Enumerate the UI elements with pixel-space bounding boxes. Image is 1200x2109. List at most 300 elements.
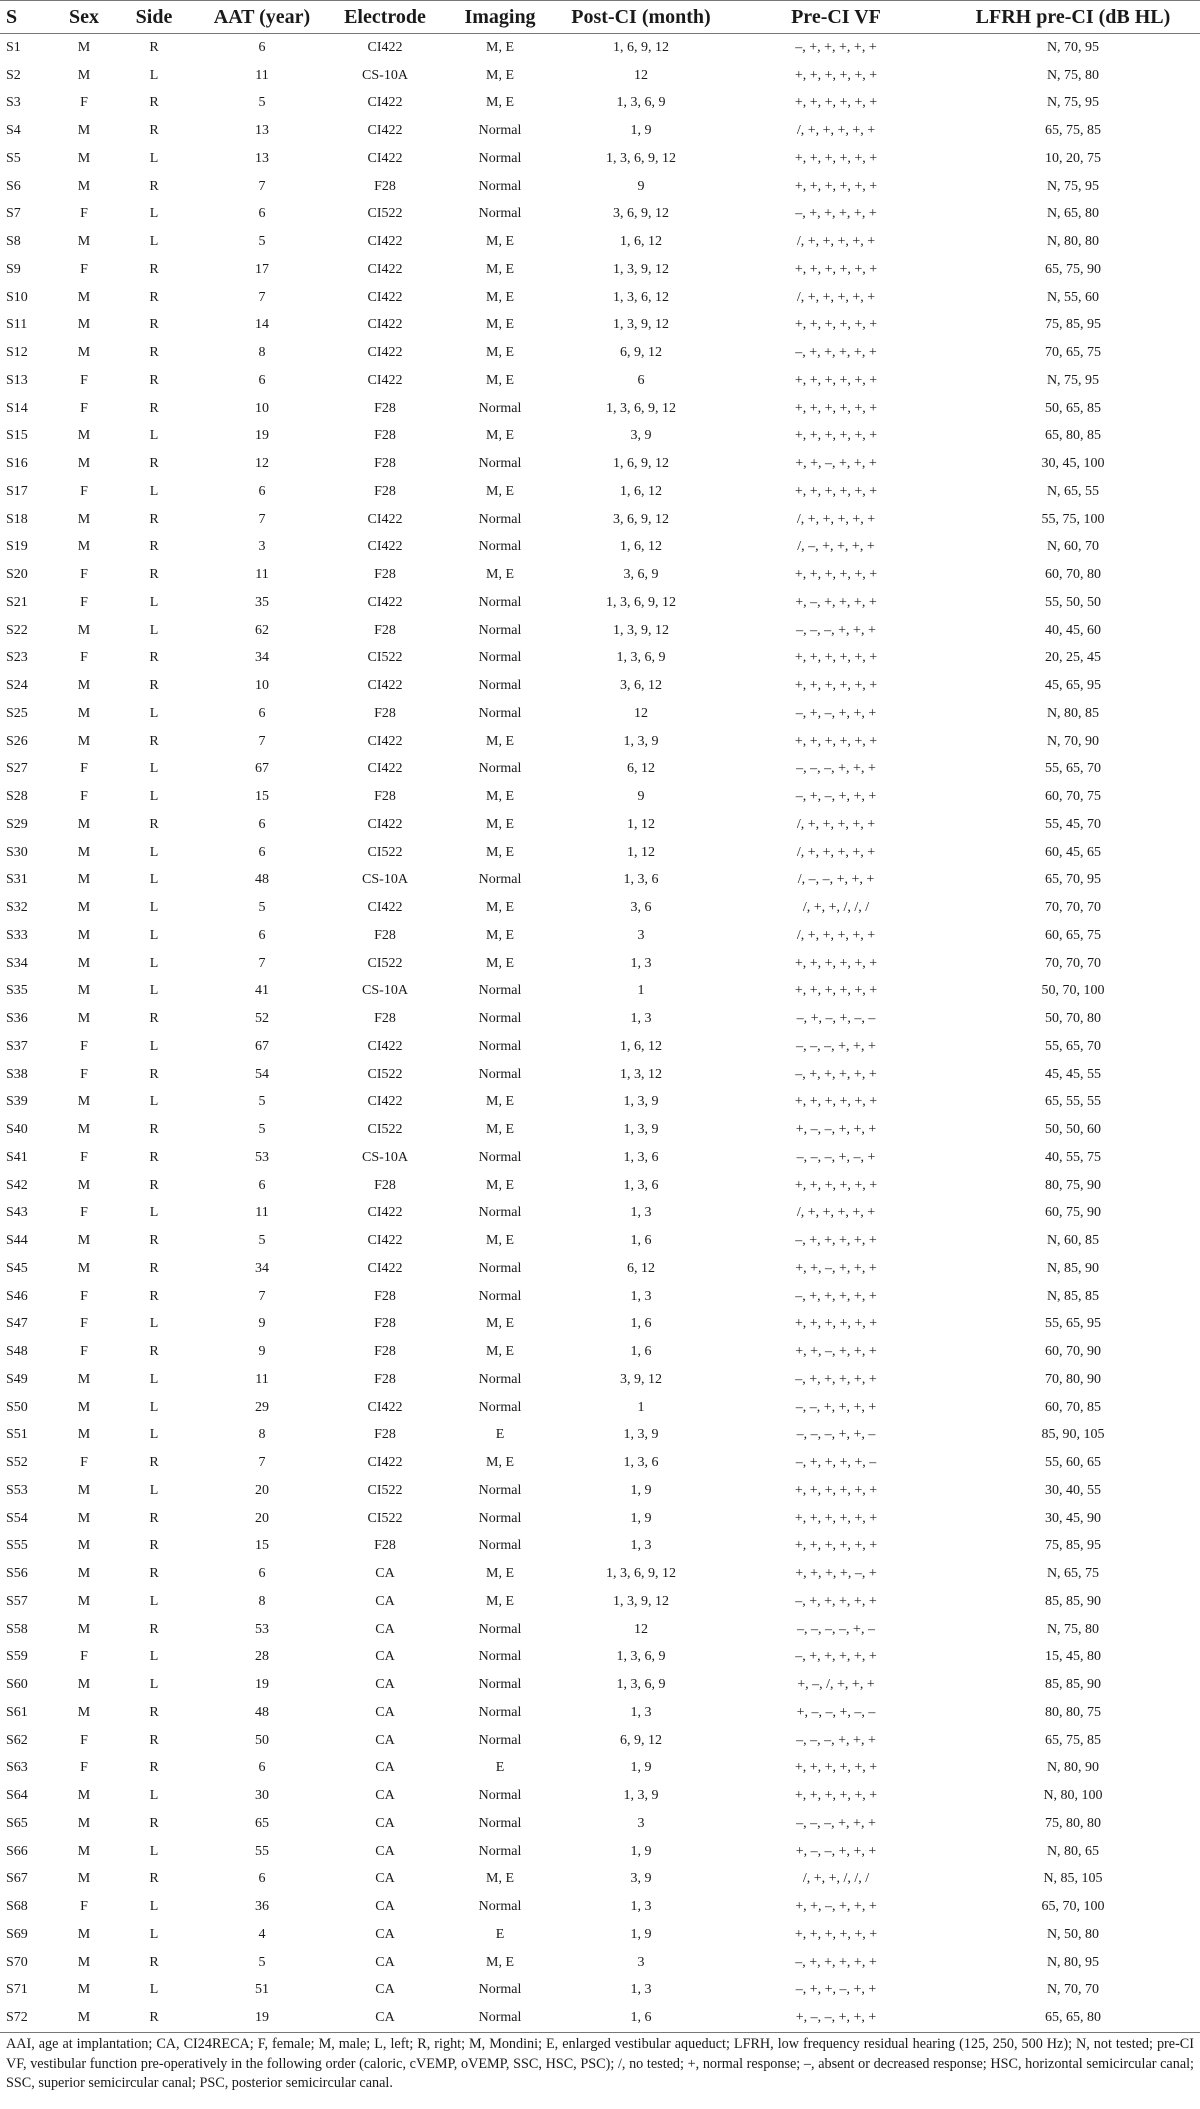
cell-imaging: Normal: [478, 1371, 522, 1387]
cell-sex: M: [77, 1399, 91, 1415]
table-row: [0, 478, 1200, 506]
cell-post-ci: 1, 3, 6, 9: [616, 95, 666, 111]
cell-post-ci: 1, 3: [630, 1288, 652, 1304]
cell-pre-ci-vf: +, +, +, +, +, +: [794, 1177, 878, 1193]
cell-s: S35: [6, 983, 28, 999]
header-pre-ci-vf: Pre-CI VF: [726, 1, 946, 34]
cell-pre-ci-vf: /, +, +, +, +, +: [796, 234, 876, 250]
cell-post-ci: 1, 3, 6, 9: [616, 1677, 666, 1693]
cell-lfrh: 65, 75, 85: [1045, 123, 1101, 139]
cell-electrode: F28: [374, 705, 396, 721]
cell-electrode: CI422: [367, 150, 403, 166]
cell-post-ci: 3, 6: [630, 900, 652, 916]
cell-side: R: [149, 1288, 159, 1304]
table-row: [0, 534, 1200, 562]
cell-side: R: [149, 1344, 159, 1360]
cell-s: S42: [6, 1177, 28, 1193]
cell-imaging: M, E: [486, 317, 514, 333]
cell-side: R: [149, 511, 159, 527]
cell-electrode: CI422: [367, 95, 403, 111]
cell-aat: 6: [258, 844, 266, 860]
cell-aat: 5: [258, 1954, 266, 1970]
cell-lfrh: 55, 75, 100: [1041, 511, 1105, 527]
table-row: [0, 1061, 1200, 1089]
cell-electrode: CI422: [367, 289, 403, 305]
cell-side: R: [149, 816, 159, 832]
cell-lfrh: 85, 85, 90: [1045, 1593, 1101, 1609]
cell-aat: 7: [258, 1455, 266, 1471]
cell-pre-ci-vf: /, +, +, +, +, +: [796, 1205, 876, 1221]
table-row: [0, 1644, 1200, 1672]
cell-side: L: [149, 844, 159, 860]
table-row: [0, 1533, 1200, 1561]
cell-pre-ci-vf: +, +, +, +, –, +: [795, 1566, 877, 1582]
cell-electrode: CS-10A: [362, 983, 408, 999]
cell-lfrh: 85, 90, 105: [1041, 1427, 1105, 1443]
cell-lfrh: N, 75, 95: [1046, 372, 1100, 388]
cell-post-ci: 1, 9: [630, 1482, 652, 1498]
cell-aat: 29: [255, 1399, 269, 1415]
cell-imaging: M, E: [486, 289, 514, 305]
table-row: [0, 1172, 1200, 1200]
cell-s: S67: [6, 1871, 28, 1887]
cell-pre-ci-vf: +, +, +, +, +, +: [794, 983, 878, 999]
cell-imaging: M, E: [486, 1566, 514, 1582]
cell-pre-ci-vf: –, +, +, +, +, +: [795, 1593, 877, 1609]
cell-sex: M: [77, 1011, 91, 1027]
cell-side: R: [149, 1815, 159, 1831]
cell-aat: 9: [258, 1316, 266, 1332]
cell-s: S55: [6, 1538, 28, 1554]
cell-electrode: F28: [374, 927, 396, 943]
header-aat: AAT (year): [198, 1, 326, 34]
table-row: [0, 1782, 1200, 1810]
cell-post-ci: 12: [634, 1621, 648, 1637]
cell-s: S61: [6, 1704, 28, 1720]
table-row: [0, 1560, 1200, 1588]
cell-electrode: CA: [375, 1704, 395, 1720]
cell-imaging: M, E: [486, 1122, 514, 1138]
cell-sex: M: [77, 733, 91, 749]
cell-s: S36: [6, 1011, 28, 1027]
cell-sex: M: [77, 234, 91, 250]
cell-lfrh: 55, 60, 65: [1045, 1455, 1101, 1471]
cell-imaging: Normal: [478, 1260, 522, 1276]
cell-post-ci: 3, 6, 9, 12: [613, 206, 669, 222]
cell-electrode: CA: [326, 2004, 444, 2032]
cell-post-ci: 9: [637, 789, 645, 805]
cell-electrode: F28: [374, 567, 396, 583]
cell-post-ci: 1, 3: [630, 955, 652, 971]
cell-aat: 54: [255, 1066, 269, 1082]
cell-aat: 9: [258, 1344, 266, 1360]
cell-pre-ci-vf: –, +, +, –, +, +: [795, 1982, 877, 1998]
cell-s: S64: [6, 1788, 28, 1804]
cell-pre-ci-vf: /, –, +, +, +, +: [797, 539, 875, 555]
cell-aat: 19: [255, 1677, 269, 1693]
cell-electrode: CA: [375, 1677, 395, 1693]
cell-pre-ci-vf: –, +, –, +, +, +: [795, 789, 877, 805]
cell-lfrh: 65, 70, 95: [1045, 872, 1101, 888]
cell-side: R: [149, 1732, 159, 1748]
cell-imaging: M, E: [486, 1344, 514, 1360]
cell-post-ci: 1, 3, 6, 9, 12: [606, 400, 676, 416]
cell-s: S32: [6, 900, 28, 916]
cell-sex: F: [80, 1760, 88, 1776]
cell-sex: M: [77, 678, 91, 694]
cell-pre-ci-vf: –, –, –, +, +, +: [796, 622, 876, 638]
cell-side: L: [149, 150, 159, 166]
table-row: [0, 1810, 1200, 1838]
cell-aat: 5: [258, 234, 266, 250]
cell-electrode: CI422: [367, 1094, 403, 1110]
cell-electrode: F28: [374, 1177, 396, 1193]
cell-lfrh: 55, 65, 70: [1045, 1038, 1101, 1054]
cell-sex: F: [80, 206, 88, 222]
cell-sex: F: [80, 650, 88, 666]
cell-imaging: Normal: [478, 761, 522, 777]
cell-side: R: [149, 1871, 159, 1887]
cell-imaging: M, E: [486, 733, 514, 749]
cell-lfrh: 75, 80, 80: [1045, 1815, 1101, 1831]
cell-electrode: F28: [374, 483, 396, 499]
cell-s: S12: [6, 345, 28, 361]
cell-imaging: Normal: [478, 872, 522, 888]
cell-post-ci: 3, 9: [630, 1871, 652, 1887]
cell-aat: 13: [255, 123, 269, 139]
cell-lfrh: N, 65, 75: [1046, 1566, 1100, 1582]
cell-pre-ci-vf: –, –, –, +, –, +: [796, 1149, 876, 1165]
cell-post-ci: 3, 6, 9, 12: [613, 511, 669, 527]
cell-aat: 7: [258, 733, 266, 749]
table-row: [0, 450, 1200, 478]
cell-aat: 6: [258, 483, 266, 499]
cell-imaging: M, E: [486, 816, 514, 832]
table-row: [0, 1616, 1200, 1644]
cell-s: S13: [6, 372, 28, 388]
cell-imaging: Normal: [478, 1732, 522, 1748]
cell-pre-ci-vf: –, –, –, +, +, +: [796, 1732, 876, 1748]
cell-electrode: CI422: [367, 1260, 403, 1276]
cell-imaging: M, E: [486, 345, 514, 361]
cell-sex: M: [77, 178, 91, 194]
cell-s: S15: [6, 428, 28, 444]
cell-imaging: M, E: [486, 1177, 514, 1193]
cell-electrode: CA: [375, 1621, 395, 1637]
cell-electrode: CI522: [367, 844, 403, 860]
cell-sex: F: [80, 1316, 88, 1332]
cell-s: S2: [6, 67, 21, 83]
cell-aat: 6: [258, 39, 266, 55]
cell-electrode: CI422: [367, 678, 403, 694]
cell-electrode: F28: [374, 789, 396, 805]
table-row: [0, 145, 1200, 173]
cell-lfrh: N, 80, 100: [1043, 1788, 1103, 1804]
table-row: [0, 423, 1200, 451]
cell-sex: F: [80, 1649, 88, 1665]
cell-lfrh: 75, 85, 95: [1045, 317, 1101, 333]
cell-lfrh: 60, 70, 75: [1045, 789, 1101, 805]
cell-imaging: E: [495, 1926, 505, 1942]
cell-aat: 20: [255, 1510, 269, 1526]
cell-aat: 4: [258, 1926, 266, 1942]
cell-side: R: [149, 289, 159, 305]
cell-lfrh: N, 70, 95: [1046, 39, 1100, 55]
cell-electrode: F28: [374, 1288, 396, 1304]
cell-lfrh: N, 75, 95: [1046, 95, 1100, 111]
cell-post-ci: 3, 6, 9: [623, 567, 659, 583]
cell-post-ci: 1, 3, 6: [623, 1455, 659, 1471]
cell-electrode: CA: [375, 1566, 395, 1582]
cell-lfrh: 80, 75, 90: [1045, 1177, 1101, 1193]
cell-imaging: M, E: [486, 927, 514, 943]
header-side: Side: [110, 1, 198, 34]
cell-side: R: [149, 567, 159, 583]
table-row: [0, 589, 1200, 617]
cell-post-ci: 1, 3: [630, 1205, 652, 1221]
cell-imaging: E: [495, 1427, 505, 1443]
cell-side: L: [149, 955, 159, 971]
cell-lfrh: 75, 85, 95: [1045, 1538, 1101, 1554]
cell-aat: 20: [255, 1482, 269, 1498]
cell-aat: 10: [255, 400, 269, 416]
cell-side: R: [149, 1455, 159, 1471]
cell-electrode: CI422: [367, 345, 403, 361]
cell-side: L: [149, 900, 159, 916]
table-row: [0, 950, 1200, 978]
cell-post-ci: 1, 3, 9, 12: [613, 317, 669, 333]
cell-aat: 7: [258, 955, 266, 971]
cell-side: L: [149, 1926, 159, 1942]
cell-sex: F: [80, 1149, 88, 1165]
cell-s: S19: [6, 539, 28, 555]
cell-electrode: F28: [374, 1427, 396, 1443]
cell-pre-ci-vf: /, +, +, +, +, +: [796, 123, 876, 139]
cell-sex: M: [77, 1233, 91, 1249]
cell-pre-ci-vf: +, +, +, +, +, +: [794, 678, 878, 694]
cell-aat: 41: [255, 983, 269, 999]
cell-aat: 5: [258, 900, 266, 916]
cell-sex: M: [77, 1954, 91, 1970]
cell-side: R: [149, 1566, 159, 1582]
cell-pre-ci-vf: –, +, +, +, +, +: [795, 39, 877, 55]
cell-sex: M: [77, 1122, 91, 1138]
cell-sex: M: [77, 1566, 91, 1582]
table-row: [0, 1116, 1200, 1144]
cell-side: L: [149, 789, 159, 805]
cell-aat: 7: [258, 178, 266, 194]
cell-pre-ci-vf: +, +, +, +, +, +: [794, 1510, 878, 1526]
cell-aat: 14: [255, 317, 269, 333]
cell-lfrh: 60, 70, 80: [1045, 567, 1101, 583]
cell-sex: M: [77, 1815, 91, 1831]
cell-lfrh: 55, 65, 70: [1045, 761, 1101, 777]
cell-side: R: [149, 456, 159, 472]
table-row: [0, 922, 1200, 950]
cell-lfrh: N, 65, 55: [1046, 483, 1100, 499]
cell-pre-ci-vf: +, +, +, +, +, +: [794, 67, 878, 83]
cell-imaging: M, E: [486, 1954, 514, 1970]
cell-s: S11: [6, 317, 28, 333]
cell-sex: M: [77, 844, 91, 860]
cell-lfrh: 10, 20, 75: [1045, 150, 1101, 166]
cell-post-ci: 1, 6, 12: [620, 1038, 662, 1054]
cell-aat: 8: [258, 1593, 266, 1609]
cell-post-ci: 1: [637, 1399, 645, 1415]
cell-sex: F: [80, 483, 88, 499]
cell-side: R: [149, 539, 159, 555]
table-row: [0, 617, 1200, 645]
cell-electrode: CA: [375, 1649, 395, 1665]
cell-pre-ci-vf: +, +, +, +, +, +: [794, 178, 878, 194]
cell-pre-ci-vf: +, +, +, +, +, +: [794, 1926, 878, 1942]
header-row: [0, 1, 1200, 34]
cell-lfrh: 70, 80, 90: [1045, 1371, 1101, 1387]
cell-aat: 36: [255, 1899, 269, 1915]
cell-s: S22: [6, 622, 28, 638]
cell-s: S41: [6, 1149, 28, 1165]
cell-side: L: [149, 872, 159, 888]
cell-lfrh: 65, 75, 90: [1045, 261, 1101, 277]
cell-lfrh: 30, 40, 55: [1045, 1482, 1101, 1498]
cell-electrode: CI422: [367, 1399, 403, 1415]
cell-aat: 28: [255, 1649, 269, 1665]
cell-electrode: CA: [375, 1732, 395, 1748]
table-row: [0, 395, 1200, 423]
cell-lfrh: 65, 70, 100: [1041, 1899, 1105, 1915]
cell-electrode: CA: [375, 1593, 395, 1609]
cell-side: R: [149, 1621, 159, 1637]
cell-aat: 35: [255, 594, 269, 610]
cell-sex: M: [77, 1982, 91, 1998]
table-row: [0, 1283, 1200, 1311]
cell-s: S43: [6, 1205, 28, 1221]
cell-post-ci: 6, 12: [627, 761, 655, 777]
cell-imaging: M, E: [486, 483, 514, 499]
cell-sex: M: [77, 1371, 91, 1387]
cell-aat: 5: [258, 1122, 266, 1138]
cell-post-ci: 1, 3, 6, 9, 12: [606, 150, 676, 166]
cell-pre-ci-vf: –, +, +, +, +, +: [795, 1371, 877, 1387]
cell-aat: 30: [255, 1788, 269, 1804]
cell-side: L: [149, 1427, 159, 1443]
cell-pre-ci-vf: +, +, +, +, +, +: [794, 317, 878, 333]
cell-imaging: Normal: [478, 1899, 522, 1915]
cell-imaging: M, E: [486, 844, 514, 860]
cell-sex: M: [77, 511, 91, 527]
cell-lfrh: 60, 45, 65: [1045, 844, 1101, 860]
cell-side: L: [149, 428, 159, 444]
cell-aat: 6: [258, 206, 266, 222]
cell-s: S70: [6, 1954, 28, 1970]
cell-aat: 51: [255, 1982, 269, 1998]
cell-sex: F: [80, 761, 88, 777]
cell-sex: M: [77, 1788, 91, 1804]
cell-post-ci: 1, 6: [556, 2004, 726, 2032]
cell-imaging: M, E: [486, 234, 514, 250]
cell-s: S9: [6, 261, 21, 277]
table-row: [0, 2004, 1200, 2032]
cell-pre-ci-vf: +, +, +, +, +, +: [794, 1316, 878, 1332]
cell-electrode: CI422: [367, 900, 403, 916]
table-footnote: AAI, age at implantation; CA, CI24RECA; F, female; M, male; L, left; R, right; M, Mondini; E, enlarged vestibular aqueduct; LFRH, low frequency residual hearing (125, 250, 500 Hz); N, not tested; pre-CI VF, vestibular function pre-operatively in the following order (caloric, cVEMP, oVEMP, SSC, HSC, PSC); /, no tested; +, normal response; –, absent or decreased response; HSC, horizontal semicircular canal; SSC, superior semicircular canal; PSC, posterior semicircular canal.: [6, 2036, 1194, 2091]
cell-lfrh: N, 85, 90: [1046, 1260, 1100, 1276]
cell-aat: 7: [258, 289, 266, 305]
cell-sex: M: [77, 1260, 91, 1276]
cell-post-ci: 1, 6: [630, 1316, 652, 1332]
cell-post-ci: 6, 12: [627, 1260, 655, 1276]
cell-imaging: Normal: [478, 150, 522, 166]
cell-side: R: [149, 1510, 159, 1526]
cell-imaging: Normal: [444, 2004, 556, 2032]
cell-lfrh: 30, 45, 100: [1041, 456, 1105, 472]
cell-s: S44: [6, 1233, 28, 1249]
cell-imaging: M, E: [486, 1593, 514, 1609]
cell-s: S50: [6, 1399, 28, 1415]
cell-lfrh: N, 80, 80: [1046, 234, 1100, 250]
cell-aat: 6: [258, 816, 266, 832]
cell-s: S26: [6, 733, 28, 749]
cell-side: R: [149, 400, 159, 416]
cell-electrode: CI522: [367, 1482, 403, 1498]
cell-pre-ci-vf: –, +, –, +, –, –: [796, 1011, 876, 1027]
cell-side: L: [149, 1593, 159, 1609]
cell-aat: 11: [255, 1205, 269, 1221]
cell-s: S7: [6, 206, 21, 222]
table-row: [0, 34, 1200, 62]
cell-lfrh: 50, 65, 85: [1045, 400, 1101, 416]
cell-imaging: Normal: [478, 400, 522, 416]
cell-s: S1: [6, 39, 21, 55]
table-row: [0, 894, 1200, 922]
cell-lfrh: N, 80, 90: [1046, 1760, 1100, 1776]
cell-side: R: [149, 1538, 159, 1554]
header-imaging: Imaging: [444, 1, 556, 34]
cell-imaging: M, E: [486, 1094, 514, 1110]
cell-lfrh: 50, 70, 100: [1041, 983, 1105, 999]
table-row: [0, 1921, 1200, 1949]
header-s: S: [0, 1, 58, 34]
cell-lfrh: 50, 70, 80: [1045, 1011, 1101, 1027]
cell-lfrh: N, 75, 80: [1046, 67, 1100, 83]
cell-post-ci: 1, 6, 9, 12: [613, 39, 669, 55]
cell-s: S62: [6, 1732, 28, 1748]
cell-pre-ci-vf: /, –, –, +, +, +: [797, 872, 875, 888]
cell-side: L: [149, 1482, 159, 1498]
cell-electrode: F28: [374, 1011, 396, 1027]
cell-sex: M: [77, 900, 91, 916]
cell-post-ci: 1: [637, 983, 645, 999]
cell-aat: 11: [255, 1371, 269, 1387]
cell-s: S58: [6, 1621, 28, 1637]
cell-lfrh: N, 85, 105: [1043, 1871, 1103, 1887]
cell-lfrh: 60, 70, 90: [1045, 1344, 1101, 1360]
cell-electrode: CI422: [367, 1455, 403, 1471]
table-row: [0, 312, 1200, 340]
cell-lfrh: 60, 65, 75: [1045, 927, 1101, 943]
cell-pre-ci-vf: /, +, +, +, +, +: [796, 511, 876, 527]
cell-electrode: CI422: [367, 594, 403, 610]
cell-post-ci: 1, 3, 6: [623, 1149, 659, 1165]
cell-imaging: Normal: [478, 1538, 522, 1554]
table-row: [0, 1005, 1200, 1033]
cell-imaging: Normal: [478, 1815, 522, 1831]
cell-pre-ci-vf: +, +, +, +, +, +: [794, 955, 878, 971]
cell-pre-ci-vf: –, +, +, +, +, +: [795, 1066, 877, 1082]
cell-pre-ci-vf: /, +, +, +, +, +: [796, 816, 876, 832]
cell-side: R: [149, 1066, 159, 1082]
cell-post-ci: 1, 3, 9: [623, 1094, 659, 1110]
